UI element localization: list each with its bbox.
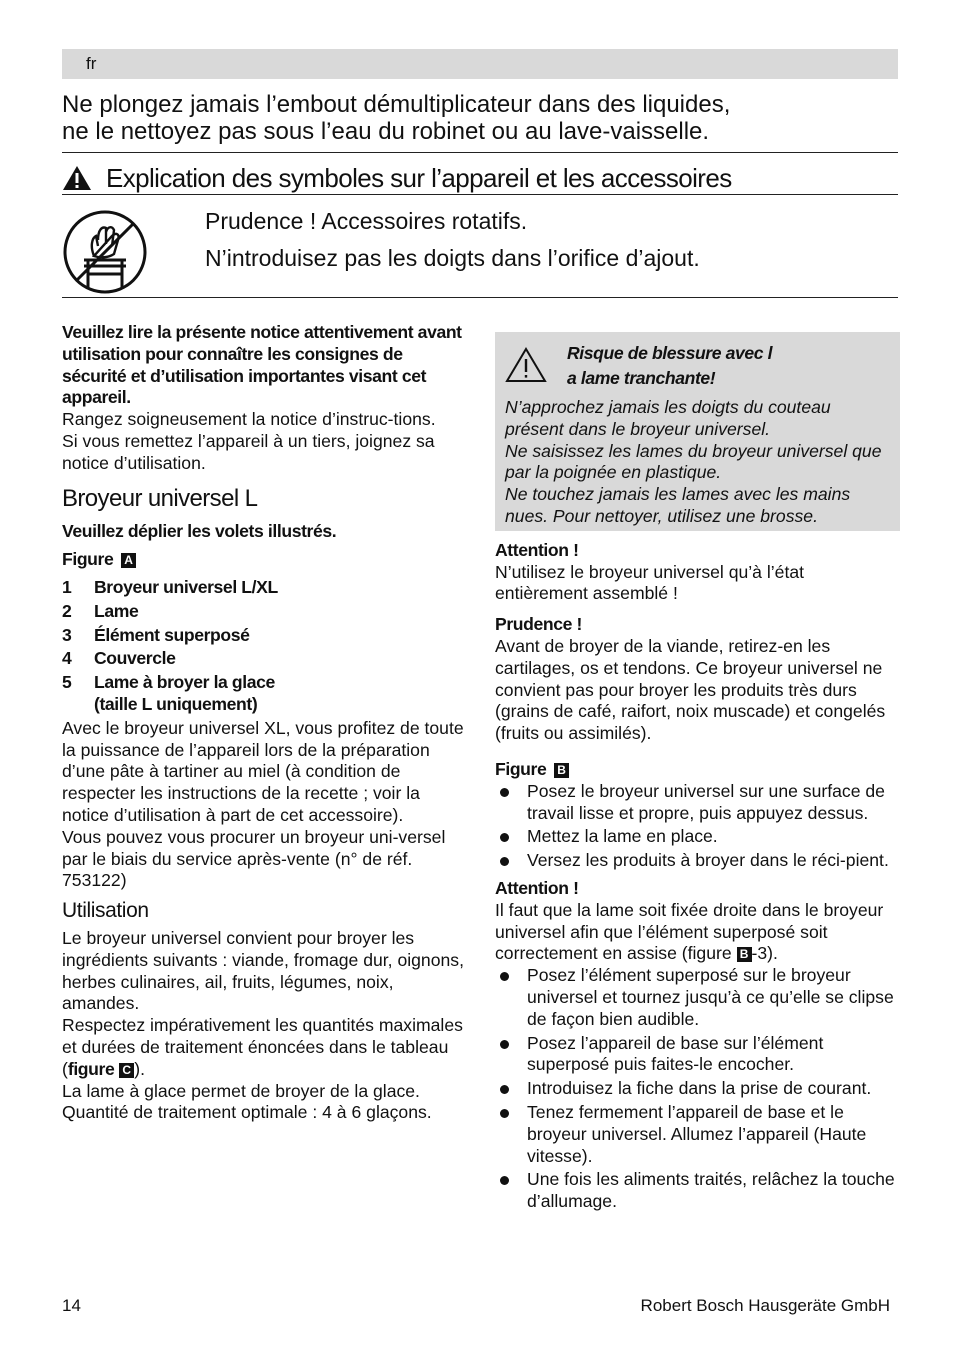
intro-line: Ne plongez jamais l’embout démultiplicateur dans des liquides, [62, 91, 731, 118]
figure-b-badge: B [737, 947, 752, 962]
bullet-icon [495, 850, 527, 872]
symbol-line: N’introduisez pas les doigts dans l’orifice d’ajout. [205, 245, 700, 271]
left-column [62, 322, 467, 1124]
warning-header [505, 341, 890, 391]
list-item [62, 648, 467, 670]
warning-triangle-icon [505, 347, 547, 383]
list-item [62, 577, 467, 599]
ice-quantity-text: Quantité de traitement optimale : 4 à 6 glaçons. [62, 1102, 432, 1123]
step-text: Mettez la lame en place. [527, 826, 718, 847]
prudence-text: Avant de broyer de la viande, retirez-en les cartilages, os et tendons. Ce broyeur universel ne convient pas pour broyer les produits très durs (grains de café, raifort, noix muscade) et congelés (fruits ou assimilés). [495, 635, 886, 744]
no-fingers-icon [62, 210, 148, 294]
quantities-paragraph [62, 1015, 467, 1080]
item-label: Élément superposé [94, 624, 250, 645]
list-item [62, 601, 467, 623]
step-text: Versez les produits à broyer dans le réci-pient. [527, 850, 889, 871]
page-number: 14 [62, 1296, 81, 1315]
symbol-description [205, 203, 700, 277]
language-code: fr [86, 54, 97, 73]
divider [62, 194, 898, 195]
service-paragraph: Vous pouvez vous procurer un broyeur uni-versel par le biais du service après-vente (n° de réf. 753122) [62, 826, 446, 891]
item-label: Broyeur universel L/XL [94, 576, 278, 597]
figure-a-label [62, 549, 467, 571]
bullet-icon [495, 781, 527, 825]
list-item [62, 625, 467, 647]
item-number: 4 [62, 648, 72, 669]
list-item [495, 965, 900, 1030]
bullet-icon [495, 965, 527, 1030]
utilisation-title: Utilisation [62, 899, 149, 923]
prudence-label: Prudence ! [495, 614, 582, 635]
intro-warning [62, 91, 898, 145]
item-label: Lame [94, 600, 139, 621]
list-item [495, 1102, 900, 1167]
unfold-notice: Veuillez déplier les volets illustrés. [62, 521, 337, 542]
intro-line: ne le nettoyez pas sous l’eau du robinet ou au lave-vaisselle. [62, 118, 710, 145]
language-bar [62, 49, 898, 79]
item-number: 5 [62, 672, 72, 693]
list-item [495, 1169, 900, 1213]
list-item [62, 672, 467, 716]
attention-label: Attention ! [495, 877, 579, 898]
figure-b-badge: B [554, 763, 569, 778]
divider [62, 152, 898, 153]
company-name: Robert Bosch Hausgeräte GmbH [640, 1296, 890, 1315]
section-title: Broyeur universel L [62, 484, 258, 512]
figure-a-badge: A [121, 553, 136, 568]
bullet-icon [495, 1033, 527, 1077]
steps-list [495, 781, 900, 872]
step-text: Posez le broyeur universel sur une surface de travail lisse et propre, puis appuyez dessus. [527, 780, 885, 823]
figure-c-badge: C [119, 1063, 134, 1078]
xl-paragraph: Avec le broyeur universel XL, vous profitez de toute la puissance de l’appareil lors de la préparation d’une pâte à tartiner au miel (à condition de respecter les instructions de la recette ; voir la notice d’utilisation à part de cet accessoire). [62, 717, 464, 825]
warning-triangle-icon [62, 165, 92, 191]
warning-line: N’approchez jamais les doigts du couteau présent dans le broyeur universel. [505, 397, 831, 439]
utilisation-paragraph: Le broyeur universel convient pour broyer les ingrédients suivants : viande, fromage dur, oignons, herbes culinaires, ail, fruits, légumes, noix, amandes. [62, 927, 464, 1014]
right-column [495, 322, 900, 1215]
list-item [495, 826, 900, 848]
steps-list [495, 965, 900, 1213]
bullet-icon [495, 826, 527, 848]
bullet-icon [495, 1169, 527, 1213]
step-text: Tenez fermement l’appareil de base et le broyeur universel. Allumez l’appareil (Haute vitesse). [527, 1101, 867, 1166]
figure-b-label [495, 759, 900, 781]
bullet-icon [495, 1078, 527, 1100]
divider [62, 297, 898, 298]
ice-blade-text: La lame à glace permet de broyer de la glace. [62, 1080, 420, 1101]
attention-label: Attention ! [495, 539, 579, 560]
list-item [495, 1078, 900, 1100]
symbols-heading [62, 163, 898, 193]
page-footer [62, 1296, 890, 1316]
warning-line: Ne saisissez les lames du broyeur universel que par la poignée en plastique. [505, 440, 882, 483]
step-text: Introduisez la fiche dans la prise de courant. [527, 1078, 872, 1099]
figure-label: Figure [62, 549, 114, 570]
attention-text-part: Il faut que la lame soit fixée droite dans le broyeur universel afin que l’élément superposé soit correctement en assise (figure [495, 899, 884, 964]
list-item [495, 781, 900, 825]
symbol-line: Prudence ! Accessoires rotatifs. [205, 208, 528, 234]
parts-list [62, 577, 467, 716]
item-number: 3 [62, 624, 72, 645]
attention-text [495, 900, 900, 965]
warning-title: Risque de blessure avec l [567, 343, 773, 363]
list-item [495, 850, 900, 872]
quantities-text: Respectez impérativement les quantités maximales et durées de traitement énoncées dans le tableau ( [62, 1015, 463, 1079]
step-text: Posez l’élément superposé sur le broyeur universel et tournez jusqu’à ce qu’elle se clipse de façon bien audible. [527, 965, 894, 1029]
third-party-notice: Si vous remettez l’appareil à un tiers, joignez sa notice d’utilisation. [62, 430, 435, 473]
item-label: Lame à broyer la glace (taille L uniquement) [94, 672, 275, 714]
figure-label: Figure [495, 758, 547, 779]
read-notice: Veuillez lire la présente notice attentivement avant utilisation pour connaître les consignes de sécurité et d’utilisation importantes visant cet appareil. [62, 322, 462, 408]
symbols-title: Explication des symboles sur l’appareil et les accessoires [106, 163, 732, 193]
attention-text: N’utilisez le broyeur universel qu’à l’état entièrement assemblé ! [495, 561, 805, 604]
warning-title: a lame tranchante! [567, 368, 716, 388]
step-text: Une fois les aliments traités, relâchez la touche d’allumage. [527, 1169, 895, 1212]
item-number: 1 [62, 576, 72, 597]
item-number: 2 [62, 600, 72, 621]
list-item [495, 1033, 900, 1077]
figure-c-label: figure [67, 1058, 115, 1079]
item-label: Couvercle [94, 648, 176, 669]
quantities-text-end: ). [134, 1058, 145, 1079]
step-text: Posez l’appareil de base sur l’élément superposé puis faites-le encocher. [527, 1032, 824, 1075]
attention-text-end: -3). [751, 943, 778, 964]
bullet-icon [495, 1102, 527, 1167]
blade-warning-box [495, 332, 900, 531]
warning-line: Ne touchez jamais les lames avec les mains nues. Pour nettoyer, utilisez une brosse. [505, 484, 851, 526]
keep-notice: Rangez soigneusement la notice d’instruc-tions. [62, 409, 436, 430]
